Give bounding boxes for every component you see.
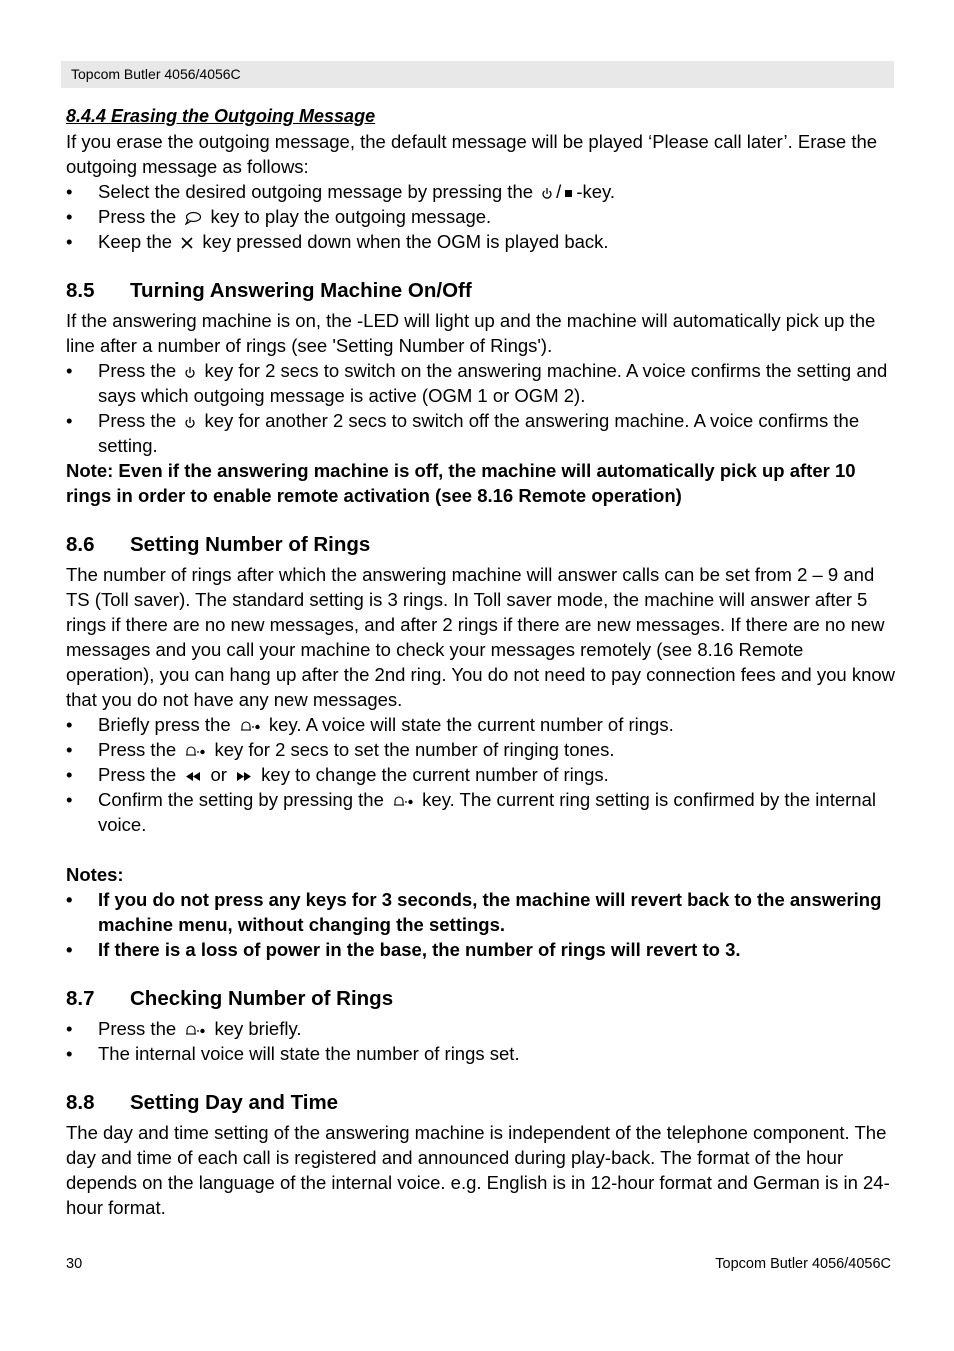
- list-item: [66, 887, 896, 937]
- page-footer: [66, 1249, 891, 1279]
- list-item-text: Press the: [98, 1018, 177, 1039]
- list-item-text: If there is a loss of power in the base, the number of rings will revert to 3.: [98, 939, 741, 960]
- section-heading: Setting Number of Rings: [130, 533, 371, 556]
- stop-icon: [564, 188, 573, 198]
- list-item: [66, 1041, 896, 1066]
- power-icon: [184, 415, 196, 429]
- section-number: 8.6: [66, 533, 95, 556]
- list-item: [66, 762, 896, 787]
- section-8-4-4-intro: If you erase the outgoing message, the default message will be played ‘Please call later’. Erase the outgoing message as follows:: [66, 131, 878, 177]
- list-item: [66, 179, 896, 204]
- header-title: Topcom Butler 4056/4056C: [71, 66, 241, 82]
- list-item-text: The internal voice will state the number of rings set.: [98, 1043, 520, 1064]
- list-item-text: key briefly.: [214, 1018, 302, 1039]
- bell-ring-icon: [392, 794, 414, 808]
- bell-ring-icon: [184, 1023, 206, 1037]
- list-item-text: key to change the current number of rings.: [261, 764, 609, 785]
- list-item-text: /: [556, 181, 562, 202]
- section-number: 8.5: [66, 279, 95, 302]
- section-8-5-list: [66, 358, 896, 458]
- section-number: 8.8: [66, 1091, 95, 1114]
- bell-ring-icon: [239, 719, 261, 733]
- section-heading: Checking Number of Rings: [130, 987, 394, 1010]
- list-item-text: key for 2 secs to set the number of ringing tones.: [214, 739, 615, 760]
- list-item-text: Briefly press the: [98, 714, 231, 735]
- notes-title: Notes:: [66, 864, 124, 885]
- fast-forward-icon: [235, 770, 253, 782]
- list-item-text: If you do not press any keys for 3 seconds, the machine will revert back to the answering machine menu, without changing the settings.: [98, 889, 882, 935]
- list-item-text: Press the: [98, 360, 177, 381]
- list-item: [66, 204, 896, 229]
- rewind-icon: [184, 770, 202, 782]
- list-item-text: Press the: [98, 764, 177, 785]
- list-item-text: Select the desired outgoing message by pressing the: [98, 181, 534, 202]
- list-item: [66, 937, 896, 962]
- power-icon: [184, 365, 196, 379]
- section-8-8-intro: The day and time setting of the answering machine is independent of the telephone component. The day and time of each call is registered and announced during play-back. The format of the hour depends on the language of the internal voice. e.g. English is in 12-hour format and German is in 24-hour format.: [66, 1122, 890, 1218]
- list-item-text: Press the: [98, 410, 177, 431]
- section-8-7-list: [66, 1016, 896, 1066]
- list-item-text: -key.: [576, 181, 616, 202]
- list-item-text: or: [210, 764, 227, 785]
- section-8-7-title: [66, 986, 896, 1011]
- section-8-6-title: [66, 532, 896, 557]
- list-item: [66, 1016, 896, 1041]
- list-item-text: Press the: [98, 206, 177, 227]
- page-number: 30: [66, 1256, 83, 1272]
- list-item-text: Press the: [98, 739, 177, 760]
- section-8-4-4-list: [66, 179, 896, 254]
- footer-title: Topcom Butler 4056/4056C: [715, 1256, 891, 1272]
- power-icon: [541, 186, 553, 200]
- list-item: [66, 358, 896, 408]
- section-number: 8.7: [66, 987, 95, 1010]
- list-item: [66, 737, 896, 762]
- list-item: [66, 408, 896, 458]
- page-content: [66, 104, 896, 1220]
- list-item-text: key pressed down when the OGM is played back.: [202, 231, 609, 252]
- section-8-6-list: [66, 712, 896, 837]
- header-bar: [61, 61, 894, 88]
- notes-list: [66, 887, 896, 962]
- list-item-text: key. The current ring setting is confirmed by the internal voice.: [98, 789, 876, 835]
- list-item-text: key for another 2 secs to switch off the answering machine. A voice confirms the setting.: [98, 410, 860, 456]
- list-item-text: key. A voice will state the current number of rings.: [268, 714, 674, 735]
- list-item-text: key to play the outgoing message.: [210, 206, 492, 227]
- list-item: [66, 229, 896, 254]
- list-item: [66, 787, 896, 837]
- section-8-5-intro: If the answering machine is on, the -LED will light up and the machine will automatically pick up the line after a number of rings (see 'Setting Number of Rings').: [66, 310, 876, 356]
- speech-bubble-icon: [184, 211, 202, 225]
- section-heading: Turning Answering Machine On/Off: [130, 279, 472, 302]
- delete-x-icon: [180, 236, 194, 250]
- list-item-text: key for 2 secs to switch on the answering machine. A voice confirms the setting and says which outgoing message is active (OGM 1 or OGM 2).: [98, 360, 888, 406]
- section-8-6-intro: The number of rings after which the answering machine will answer calls can be set from 2 – 9 and TS (Toll saver). The standard setting is 3 rings. In Toll saver mode, the machine will answer after 5 rings if there are no new messages, and after 2 rings if there are new messages. If there are no new messages and you call your machine to check your messages remotely (see 8.16 Remote operation), you can hang up after the 2nd ring. You do not need to pay connection fees and you know that you do not have any new messages.: [66, 564, 896, 710]
- bell-ring-icon: [184, 744, 206, 758]
- list-item-text: Confirm the setting by pressing the: [98, 789, 384, 810]
- section-8-5-title: [66, 278, 896, 303]
- section-8-5-note: Note: Even if the answering machine is off, the machine will automatically pick up after 10 rings in order to enable remote activation (see 8.16 Remote operation): [66, 460, 856, 506]
- section-8-8-title: [66, 1090, 896, 1115]
- section-8-4-4-title: 8.4.4 Erasing the Outgoing Message: [66, 106, 376, 126]
- section-heading: Setting Day and Time: [130, 1091, 339, 1114]
- list-item-text: Keep the: [98, 231, 173, 252]
- list-item: [66, 712, 896, 737]
